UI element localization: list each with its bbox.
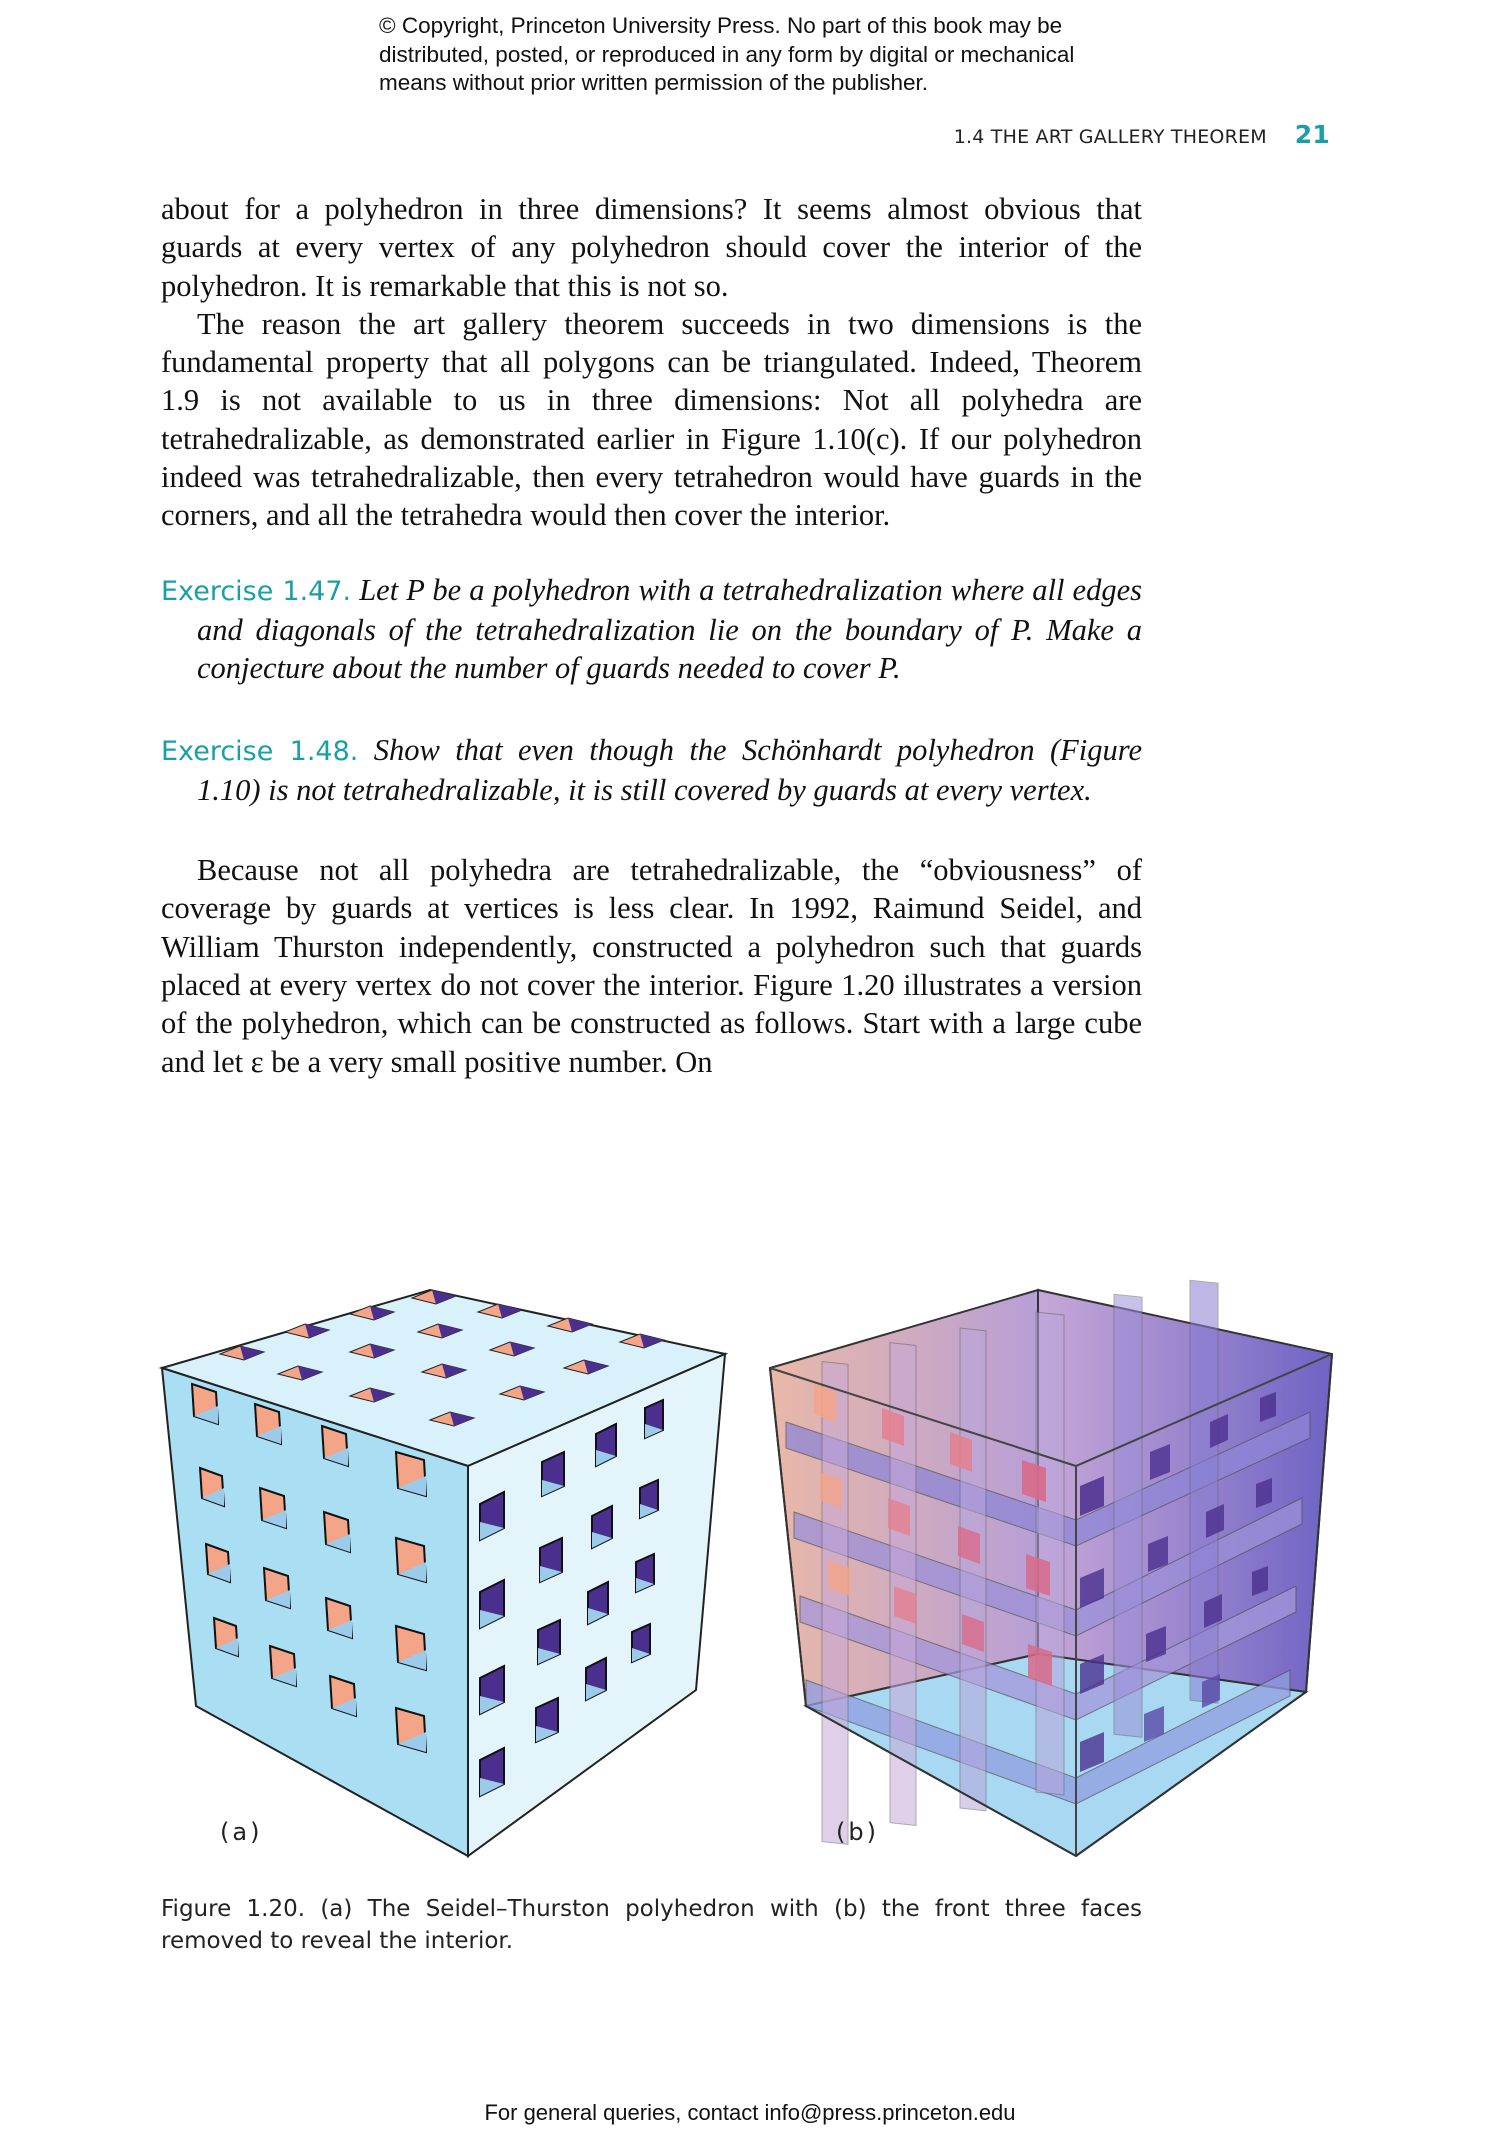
running-header bbox=[954, 120, 1330, 149]
page-number: 21 bbox=[1294, 120, 1330, 149]
copyright-notice bbox=[379, 12, 1179, 98]
body-text bbox=[161, 190, 1142, 1081]
exercise-1-48 bbox=[161, 731, 1142, 810]
exercise-text: Let P be a polyhedron with a tetrahedralization where all edges and diagonals of the tetrahedralization lie on the boundary of P. Make a conjecture about the number of guards needed to cover P. bbox=[197, 572, 1142, 686]
subfigure-label-a: (a) bbox=[220, 1818, 263, 1846]
exercise-text: Show that even though the Schönhardt polyhedron (Figure 1.10) is not tetrahedralizable, it is still covered by guards at every vertex. bbox=[197, 732, 1142, 807]
figure-caption: Figure 1.20. (a) The Seidel–Thurston polyhedron with (b) the front three faces removed to reveal the interior. bbox=[161, 1896, 1142, 1954]
copyright-line: means without prior written permission of the publisher. bbox=[379, 70, 929, 95]
subfigure-label-b: (b) bbox=[836, 1818, 879, 1846]
paragraph: about for a polyhedron in three dimensions? It seems almost obvious that guards at every vertex of any polyhedron should cover the interior of the polyhedron. It is remarkable that this is not so. bbox=[161, 192, 1142, 303]
exercise-1-47 bbox=[161, 571, 1142, 688]
exercise-label: Exercise 1.47. bbox=[161, 575, 352, 607]
seidel-thurston-interior-illustration bbox=[750, 1262, 1350, 1862]
copyright-line: distributed, posted, or reproduced in any form by digital or mechanical bbox=[379, 41, 1075, 67]
exercise-label: Exercise 1.48. bbox=[161, 735, 359, 767]
section-title: 1.4 THE ART GALLERY THEOREM bbox=[953, 126, 1267, 148]
paragraph: The reason the art gallery theorem succeeds in two dimensions is the fundamental property that all polygons can be triangulated. Indeed, Theorem 1.9 is not available to us in three dimensions: Not all polyhedra are tetrahedralizable, as demonstrated earlier in Figure 1.10(c). If our polyhedron indeed was tetrahedralizable, then every tetrahedron would have guards in the corners, and all the tetrahedra would then cover the interior. bbox=[161, 306, 1142, 533]
figure-1-20 bbox=[150, 1262, 1350, 1862]
paragraph: Because not all polyhedra are tetrahedralizable, the “obviousness” of coverage by guards at vertices is less clear. In 1992, Raimund Seidel, and William Thurston independently, constructed a polyhedron such that guards placed at every vertex do not cover the interior. Figure 1.20 illustrates a version of the polyhedron, which can be constructed as follows. Start with a large cube and let ε be a very small positive number. On bbox=[161, 853, 1142, 1079]
footer-contact: For general queries, contact info@press.princeton.edu bbox=[484, 2100, 1016, 2125]
seidel-thurston-cube-illustration bbox=[150, 1262, 750, 1862]
copyright-line: © Copyright, Princeton University Press. No part of this book may be bbox=[379, 13, 1063, 38]
